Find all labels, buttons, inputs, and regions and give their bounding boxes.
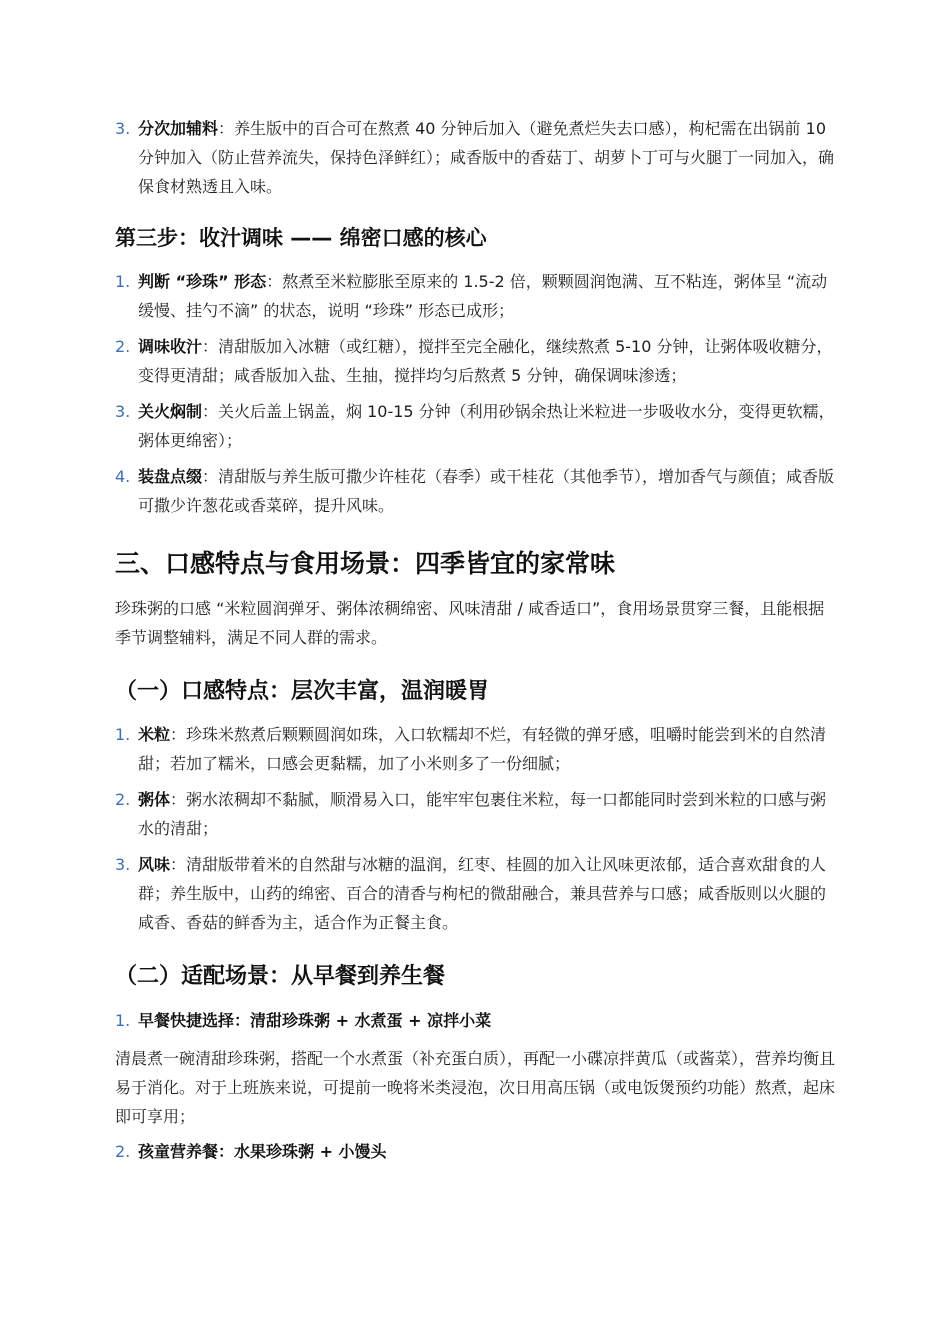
list-item (115, 720, 837, 778)
list-term: 早餐快捷选择：清甜珍珠粥 + 水煮蛋 + 凉拌小菜 (138, 1011, 492, 1030)
list-number: 2. (115, 790, 131, 809)
list-number: 3. (115, 119, 131, 138)
sub2-paragraph: 清晨煮一碗清甜珍珠粥，搭配一个水煮蛋（补充蛋白质），再配一小碟凉拌黄瓜（或酱菜），营养均衡且易于消化。对于上班族来说，可提前一晚将米类浸泡，次日用高压锅（或电饭煲预约功能）熬煮，起床即可享用； (115, 1049, 836, 1126)
list-number: 2. (115, 337, 131, 356)
list-item (115, 850, 837, 937)
list-term: 调味收汁 (138, 337, 203, 356)
list-number: 4. (115, 467, 131, 486)
list-text: ：熬煮至米粒膨胀至原来的 1.5-2 倍，颗颗圆润饱满、互不粘连，粥体呈 “流动缓慢、挂勺不滴” 的状态，说明 “珍珠” 形态已成形； (138, 272, 828, 320)
list-number: 1. (115, 725, 131, 744)
list-item (115, 1137, 837, 1166)
list-item (115, 397, 837, 455)
list-number: 1. (115, 272, 131, 291)
list-term: 风味 (138, 855, 171, 874)
section3-intro: 珍珠粥的口感 “米粒圆润弹牙、粥体浓稠绵密、风味清甜 / 咸香适口”，食用场景贯穿三餐，且能根据季节调整辅料，满足不同人群的需求。 (115, 599, 825, 647)
list-term: 判断 “珍珠” 形态 (138, 272, 267, 291)
list-text: ：关火后盖上锅盖，焖 10-15 分钟（利用砂锅余热让米粒进一步吸收水分，变得更软糯，粥体更绵密）； (138, 402, 835, 450)
list-text: ：粥水浓稠却不黏腻，顺滑易入口，能牢牢包裹住米粒，每一口都能同时尝到米粒的口感与粥水的清甜； (138, 790, 827, 838)
list-text: ：清甜版带着米的自然甜与冰糖的温润，红枣、桂圆的加入让风味更浓郁，适合喜欢甜食的人群；养生版中，山药的绵密、百合的清香与枸杞的微甜融合，兼具营养与口感；咸香版则以火腿的咸香、香菇的鲜香为主，适合作为正餐主食。 (138, 855, 827, 932)
list-item (115, 267, 837, 325)
list-item (115, 1006, 837, 1035)
list-number: 2. (115, 1142, 131, 1161)
list-text: ：养生版中的百合可在熬煮 40 分钟后加入（避免煮烂失去口感），枸杞需在出锅前 10 分钟加入（防止营养流失，保持色泽鲜红）；咸香版中的香菇丁、胡萝卜丁可与火腿丁一同加入，确保食材熟透且入味。 (138, 119, 835, 196)
list-item (115, 462, 837, 520)
section3-heading: 三、口感特点与食用场景：四季皆宜的家常味 (115, 549, 616, 578)
list-term: 米粒 (138, 725, 171, 744)
list-text: ：清甜版与养生版可撒少许桂花（春季）或干桂花（其他季节），增加香气与颜值；咸香版可撒少许葱花或香菜碎，提升风味。 (138, 467, 835, 515)
list-term: 粥体 (138, 790, 171, 809)
list-term: 孩童营养餐：水果珍珠粥 + 小馒头 (138, 1142, 387, 1161)
list-number: 3. (115, 855, 131, 874)
list-term: 关火焖制 (138, 402, 203, 421)
list-number: 3. (115, 402, 131, 421)
step3-heading: 第三步：收汁调味 —— 绵密口感的核心 (115, 226, 487, 250)
list-term: 分次加辅料 (138, 119, 219, 138)
list-term: 装盘点缀 (138, 467, 203, 486)
list-text: ：清甜版加入冰糖（或红糖），搅拌至完全融化，继续熬煮 5-10 分钟，让粥体吸收糖分，变得更清甜；咸香版加入盐、生抽，搅拌均匀后熬煮 5 分钟，确保调味渗透； (138, 337, 833, 385)
list-item (115, 785, 837, 843)
sub1-heading: （一）口感特点：层次丰富，温润暖胃 (115, 679, 490, 704)
list-item (115, 332, 837, 390)
sub2-heading: （二）适配场景：从早餐到养生餐 (115, 964, 446, 989)
list-item (115, 114, 837, 201)
list-number: 1. (115, 1011, 131, 1030)
list-text: ：珍珠米熬煮后颗颗圆润如珠，入口软糯却不烂，有轻微的弹牙感，咀嚼时能尝到米的自然清甜；若加了糯米，口感会更黏糯，加了小米则多了一份细腻； (138, 725, 827, 773)
